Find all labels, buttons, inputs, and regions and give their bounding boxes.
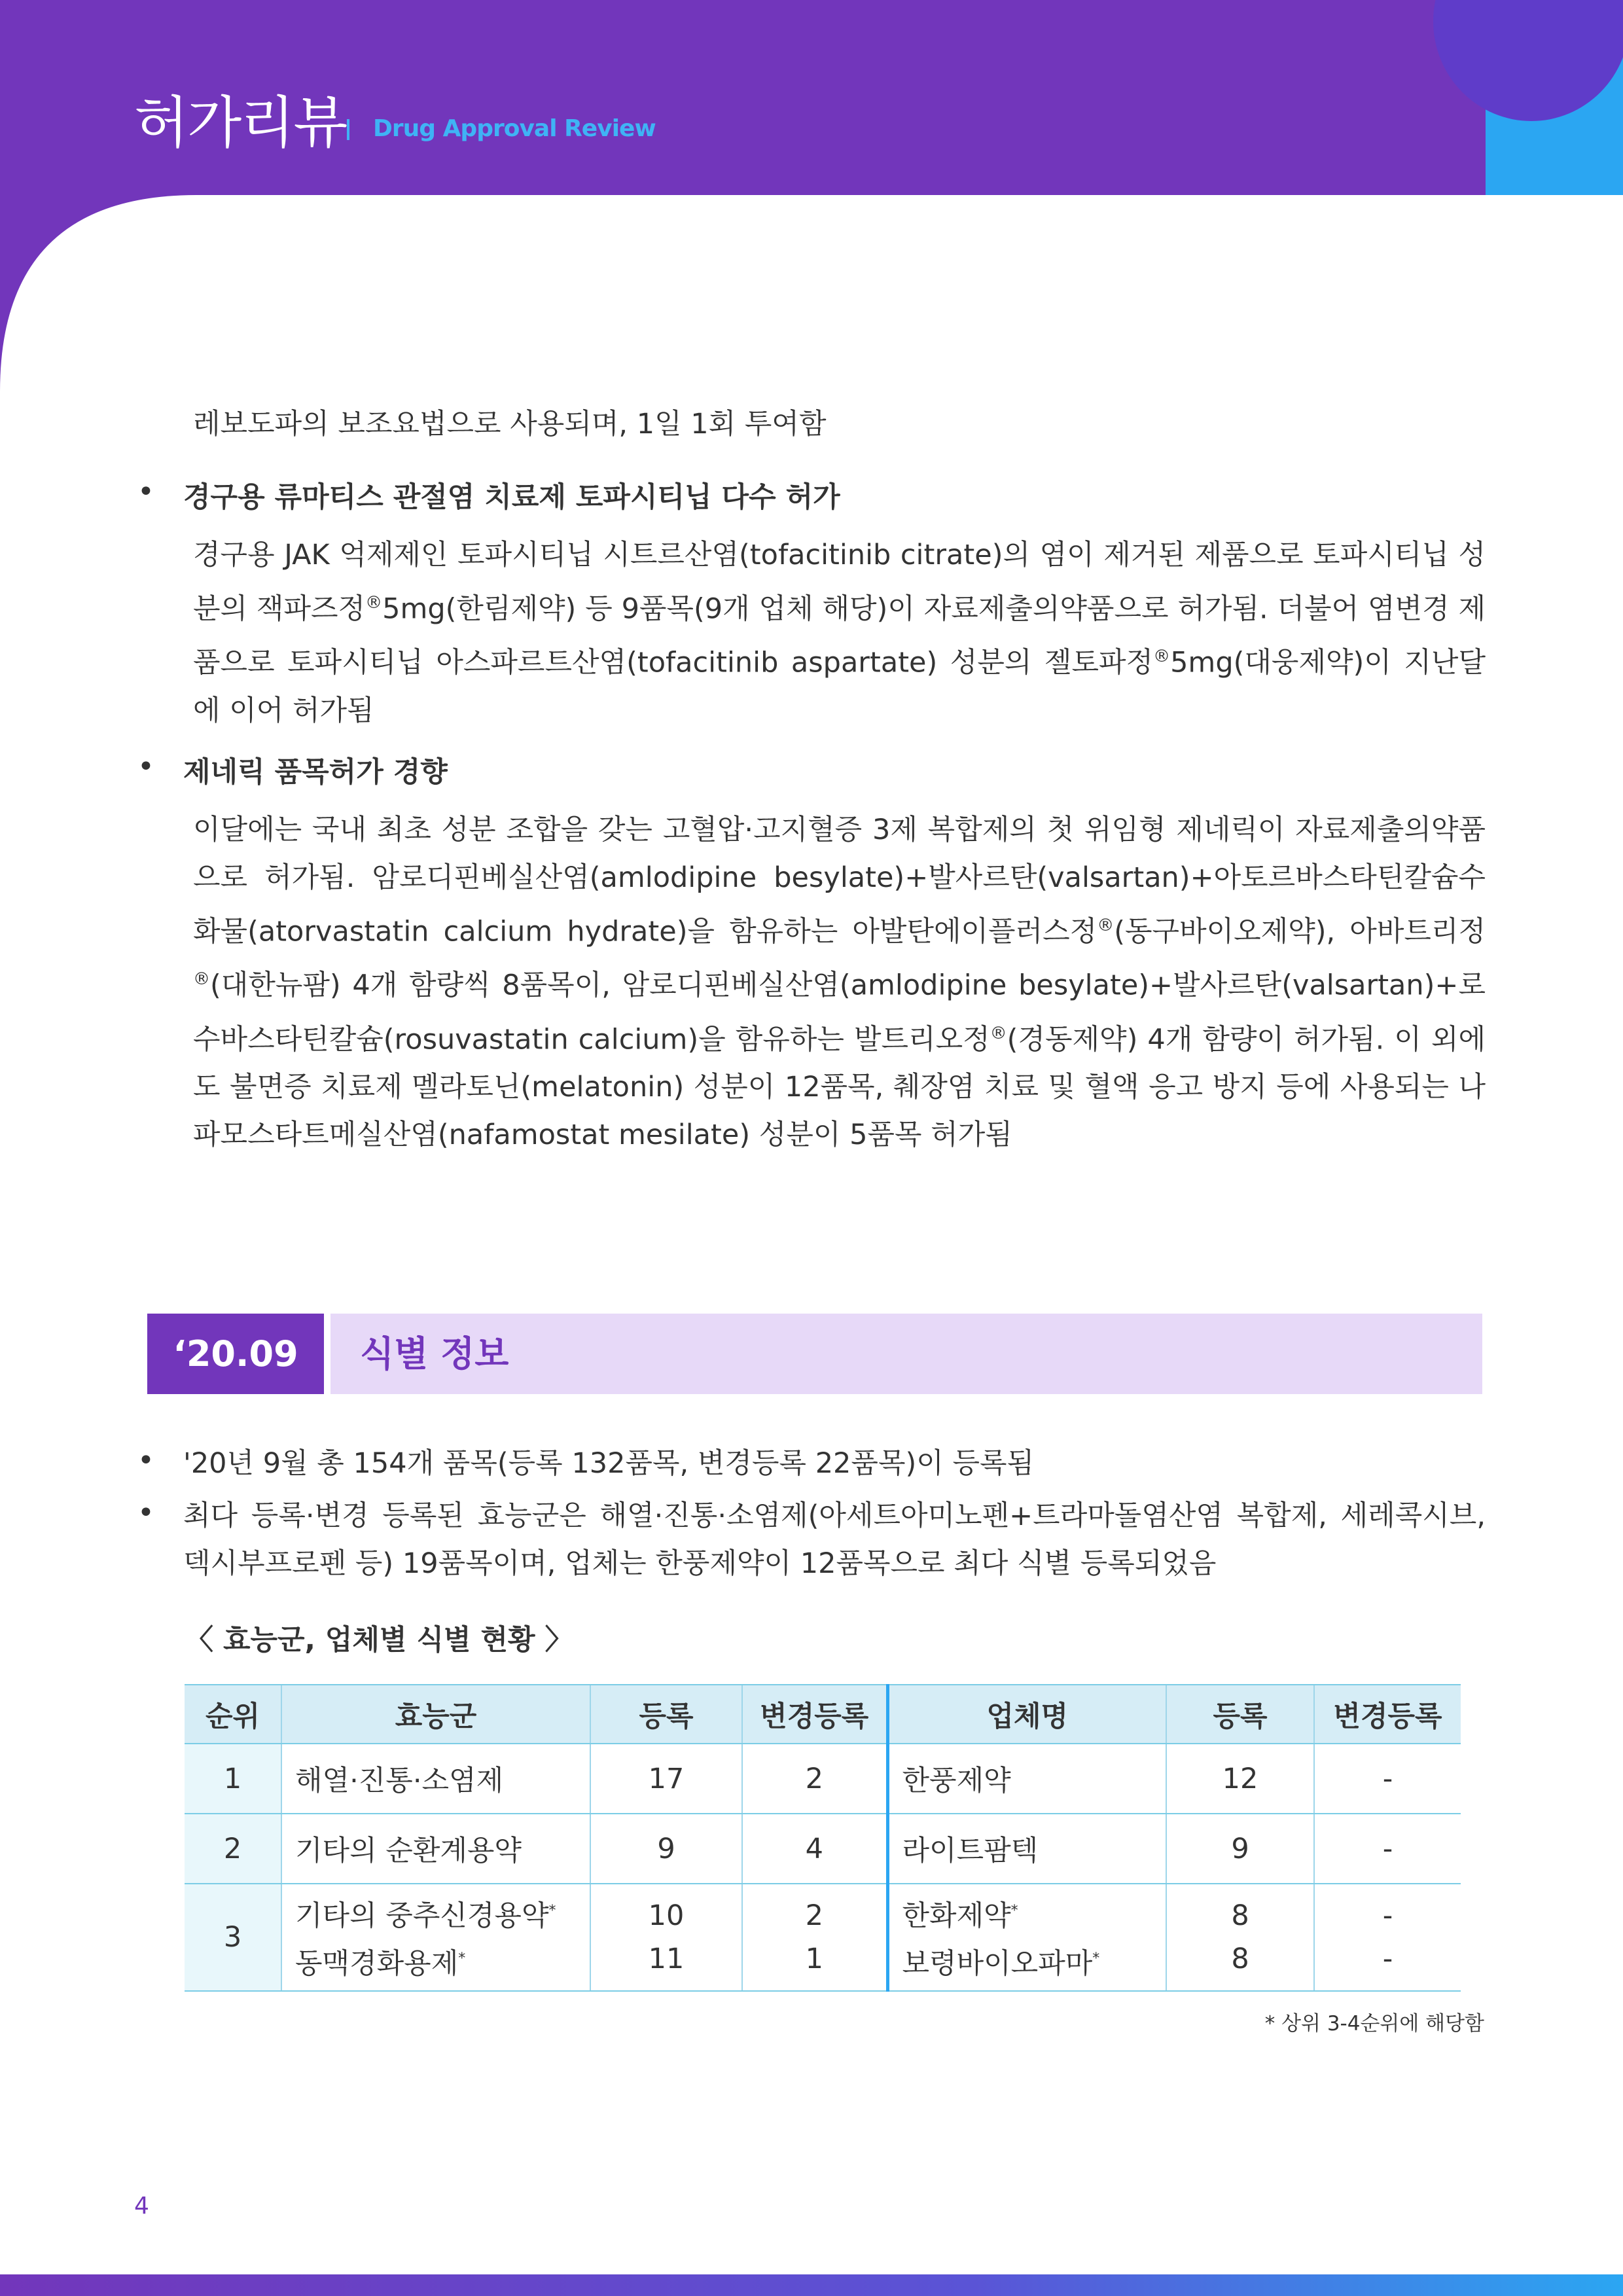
header-company: 업체명 <box>887 1685 1166 1744</box>
registered-mark: ® <box>990 1023 1007 1043</box>
header-rank: 순위 <box>185 1685 281 1744</box>
table-marker: * <box>458 1950 466 1967</box>
registered-mark: ® <box>1097 916 1115 935</box>
section1-heading: 경구용 류마티스 관절염 치료제 토파시티닙 다수 허가 <box>183 481 840 514</box>
section-title-box <box>330 1314 1482 1394</box>
cell-changed: 2 <box>742 1744 887 1814</box>
header-divider <box>347 119 349 140</box>
id-bullet-1: '20년 9월 총 154개 품목(등록 132품목, 변경등록 22품목)이 등록됨 <box>183 1447 1035 1480</box>
section-title: 식별 정보 <box>360 1333 509 1374</box>
section2-paragraph: 이달에는 국내 최초 성분 조합을 갖는 고혈압·고지혈증 3제 복합제의 첫 위임형 제네릭이 자료제출의약품으로 허가됨. 암로디핀베실산염(amlodipine besylate)+발사르탄(valsartan)+아토르바스타틴칼슘수화물(atorvastatin calcium hydrate)을 함유하는 아발탄에이플러스정®(동구바이오제약), 아바트리정®(대한뉴팜) 4개 함량씩 8품목이, 암로디핀베실산염(amlodipine besylate)+발사르탄(valsartan)+로수바스타틴칼슘(rosuvastatin calcium)을 함유하는 발트리오정®(경동제약) 4개 함량이 허가됨. 이 외에도 불면증 치료제 멜라토닌(melatonin) 성분이 12품목, 췌장염 치료 및 혈액 응고 방지 등에 사용되는 나파모스타트메실산염(nafamostat mesilate) 성분이 5품목 허가됨 <box>193 814 1486 1151</box>
cell-company-changed: - - <box>1314 1884 1461 1991</box>
cell-rank: 1 <box>185 1744 281 1814</box>
cell-company: 한풍제약 <box>887 1744 1166 1814</box>
table-row <box>185 1884 1461 1991</box>
section2-heading: 제네릭 품목허가 경향 <box>183 756 448 789</box>
registered-mark: ® <box>365 593 383 613</box>
section-date: ‘20.09 <box>173 1333 298 1374</box>
id-bullet-2: 최다 등록·변경 등록된 효능군은 해열·진통·소염제(아세트아미노펜+트라마돌염산염 복합제, 세레콕시브, 덱시부프로펜 등) 19품목이며, 업체는 한풍제약이 12품목으로 최다 식별 등록되었음 <box>183 1499 1486 1580</box>
header-title-korean: 허가리뷰 <box>134 90 347 156</box>
cell-company-changed: - <box>1314 1744 1461 1814</box>
footer-gradient-bar <box>0 2274 1623 2296</box>
cell-company: 라이트팜텍 <box>887 1814 1166 1884</box>
cell-company-registered: 9 <box>1166 1814 1314 1884</box>
table-marker: * <box>1092 1950 1100 1967</box>
header-company-registered: 등록 <box>1166 1685 1314 1744</box>
header-title-english: Drug Approval Review <box>373 115 656 142</box>
table-footnote: * 상위 3-4순위에 해당함 <box>1264 2012 1484 2036</box>
intro-line: 레보도파의 보조요법으로 사용되며, 1일 1회 투여함 <box>193 408 827 440</box>
cell-rank: 3 <box>185 1884 281 1991</box>
bullet-marker: • <box>137 750 154 783</box>
cell-group: 해열·진통·소염제 <box>281 1744 590 1814</box>
header-curve <box>0 195 785 391</box>
table-row <box>185 1744 1461 1814</box>
identification-table <box>185 1684 1461 1992</box>
section-date-box <box>147 1314 324 1394</box>
table-row <box>185 1814 1461 1884</box>
table-title: 〈 효능군, 업체별 식별 현황 〉 <box>185 1624 573 1657</box>
cell-company-registered: 12 <box>1166 1744 1314 1814</box>
cell-rank: 2 <box>185 1814 281 1884</box>
header-registered: 등록 <box>590 1685 742 1744</box>
header-changed: 변경등록 <box>742 1685 887 1744</box>
cell-changed: 4 <box>742 1814 887 1884</box>
bullet-marker: • <box>137 1496 154 1530</box>
header-banner <box>0 0 1623 195</box>
bullet-marker: • <box>137 475 154 509</box>
registered-mark: ® <box>193 969 210 990</box>
section1-paragraph: 경구용 JAK 억제제인 토파시티닙 시트르산염(tofacitinib citrate)의 염이 제거된 제품으로 토파시티닙 성분의 잭파즈정®5mg(한림제약) 등 9품목(9개 업체 해당)이 자료제출의약품으로 허가됨. 더불어 염변경 제품으로 토파시티닙 아스파르트산염(tofacitinib aspartate) 성분의 젤토파정®5mg(대웅제약)이 지난달에 이어 허가됨 <box>193 539 1486 727</box>
cell-group: 기타의 순환계용약 <box>281 1814 590 1884</box>
header-company-changed: 변경등록 <box>1314 1685 1461 1744</box>
table-header-row <box>185 1685 1461 1744</box>
registered-mark: ® <box>1153 647 1171 667</box>
cell-registered: 9 <box>590 1814 742 1884</box>
cell-company-registered: 8 8 <box>1166 1884 1314 1991</box>
bullet-marker: • <box>137 1444 154 1477</box>
header-group: 효능군 <box>281 1685 590 1744</box>
cell-company-changed: - <box>1314 1814 1461 1884</box>
page-number: 4 <box>134 2193 149 2219</box>
cell-changed: 2 1 <box>742 1884 887 1991</box>
cell-registered: 10 11 <box>590 1884 742 1991</box>
table-marker: * <box>1010 1902 1018 1919</box>
cell-registered: 17 <box>590 1744 742 1814</box>
table-marker: * <box>548 1902 556 1919</box>
cell-group: 기타의 중추신경용약* 동맥경화용제* <box>281 1884 590 1991</box>
cell-company: 한화제약* 보령바이오파마* <box>887 1884 1166 1991</box>
